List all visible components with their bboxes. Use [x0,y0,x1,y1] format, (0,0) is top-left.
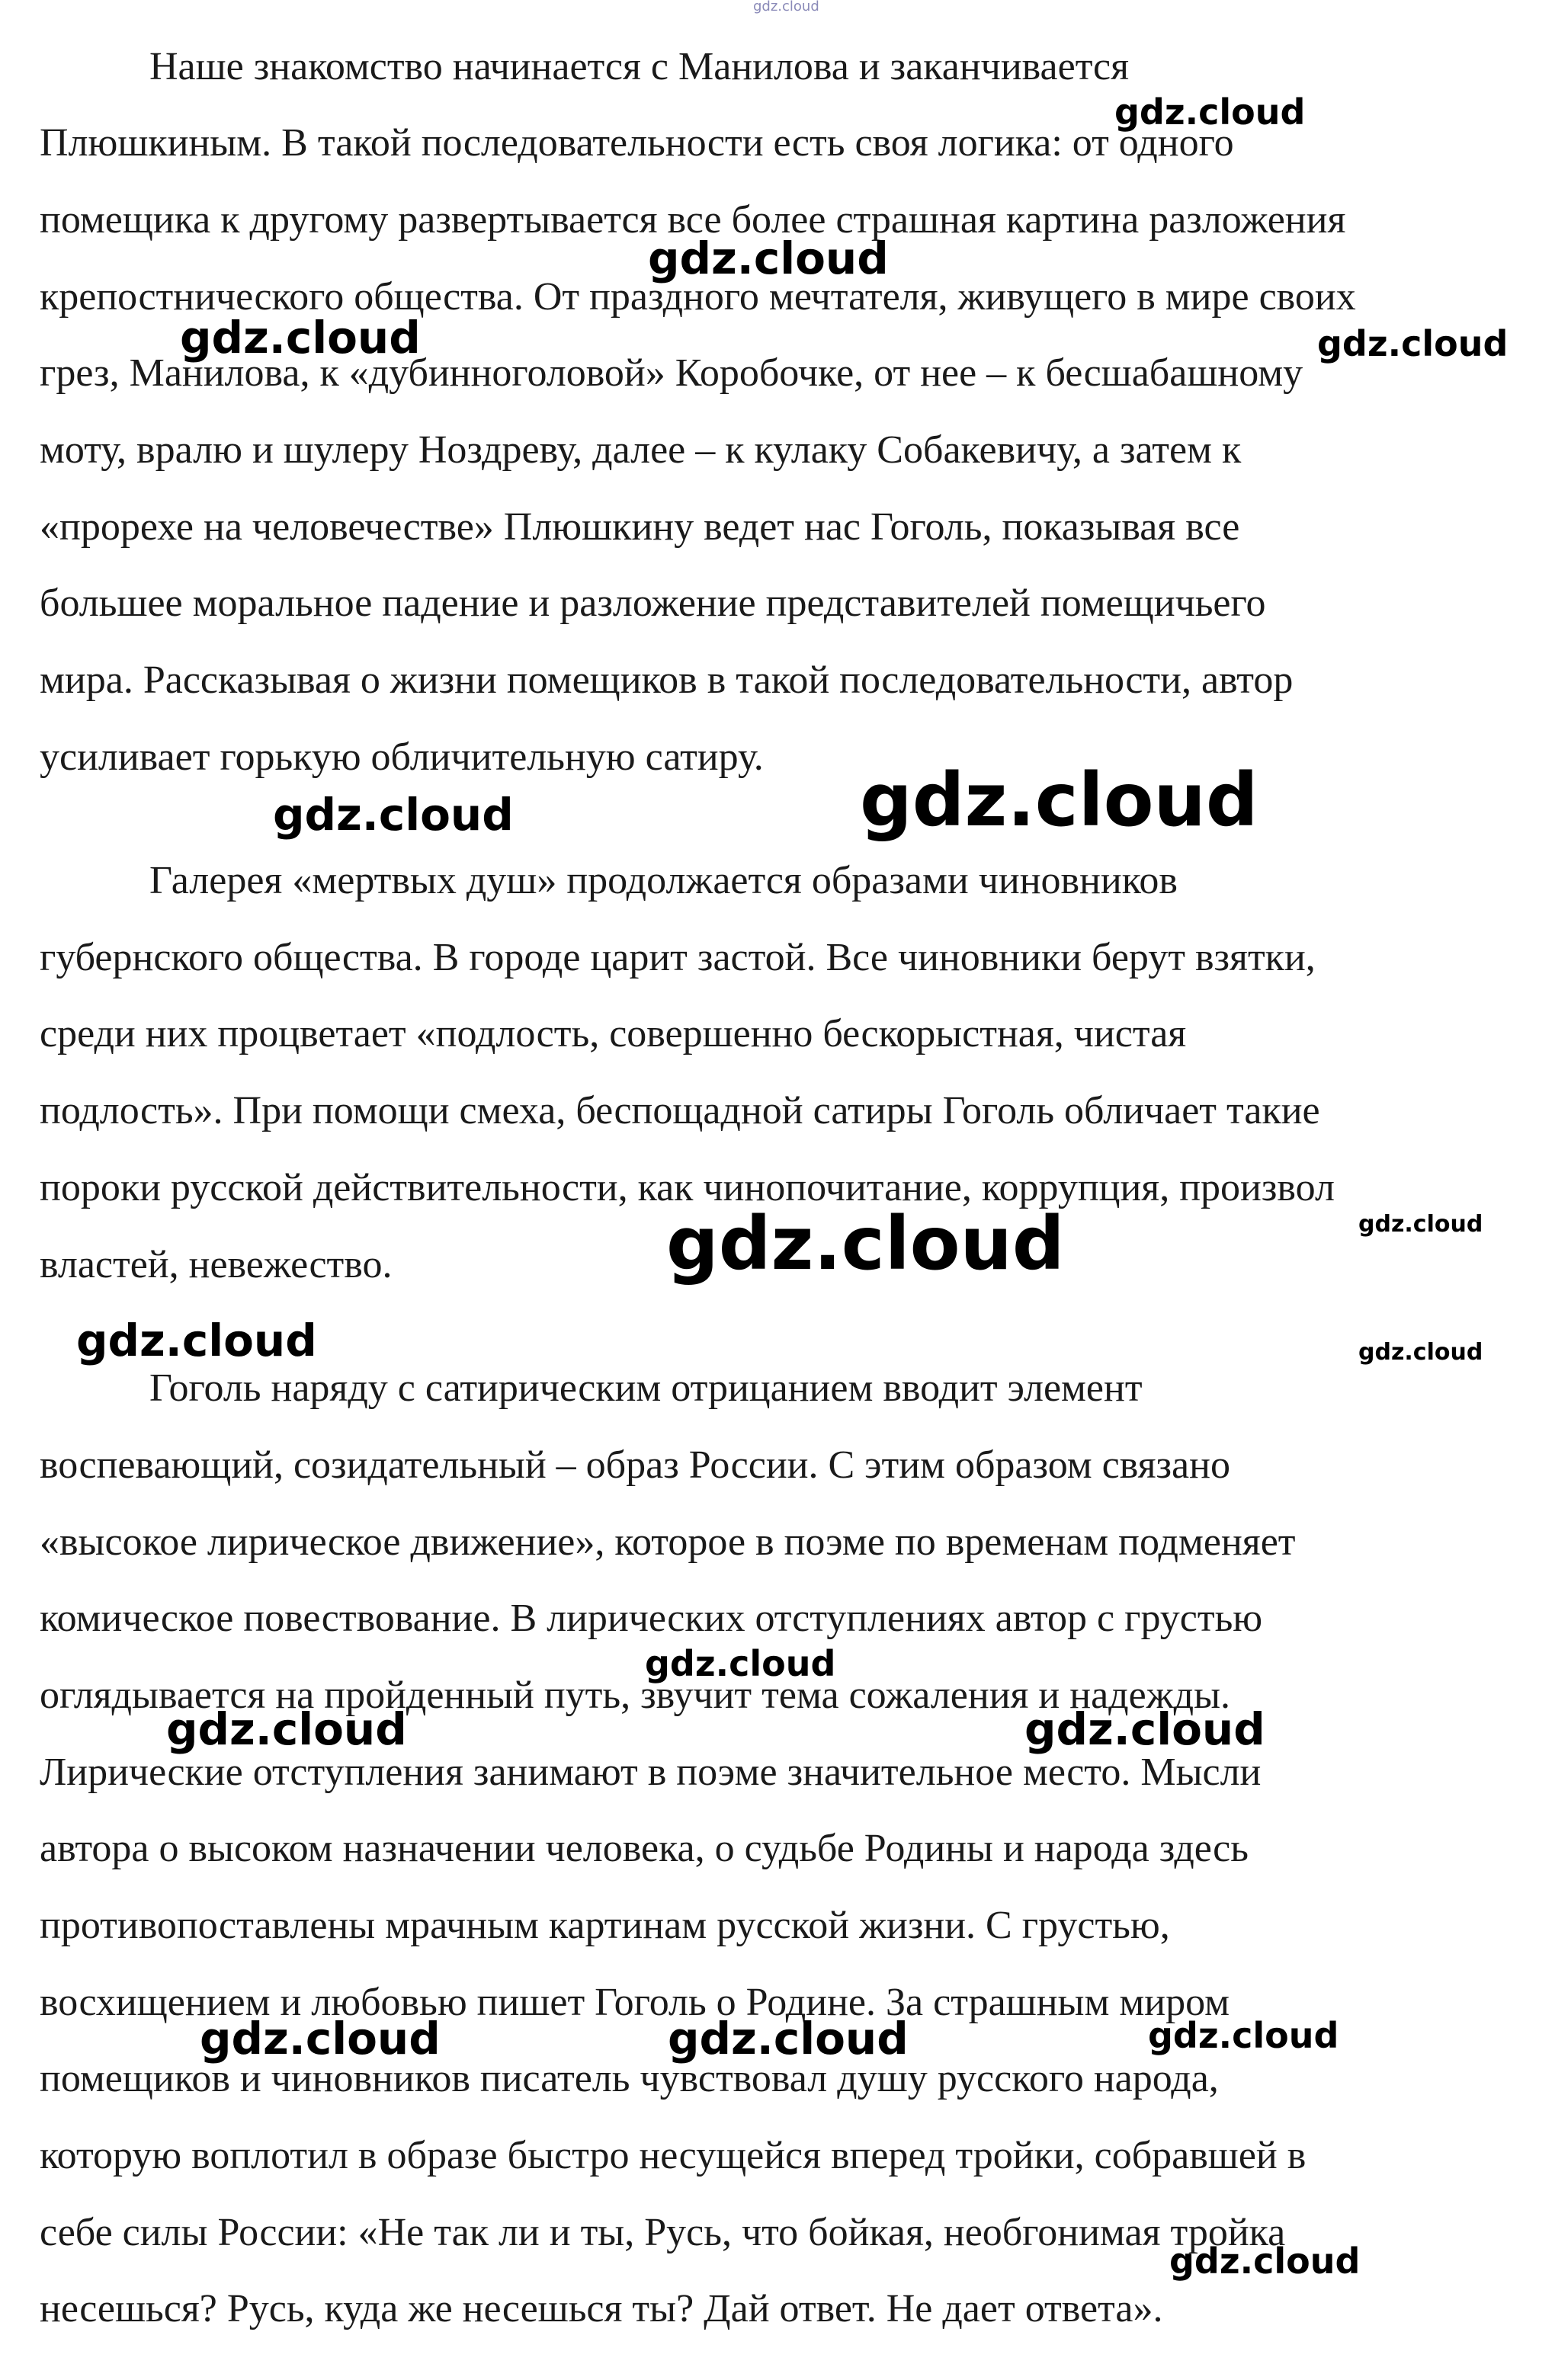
watermark: gdz.cloud [668,2013,909,2064]
watermark: gdz.cloud [648,232,889,284]
text-line: «высокое лирическое движение», которое в поэме по временам подменяет [40,1520,1296,1564]
text-line: усиливает горькую обличительную сатиру. [40,735,764,779]
text-line: себе силы России: «Не так ли и ты, Русь, что бойкая, необгонимая тройка [40,2211,1286,2254]
watermark: gdz.cloud [200,2013,441,2064]
watermark: gdz.cloud [273,789,514,841]
text-line: комическое повествование. В лирических отступлениях автор с грустью [40,1597,1263,1640]
text-line: оглядывается на пройденный путь, звучит тема сожаления и надежды. [40,1674,1231,1717]
text-line: противопоставлены мрачным картинам русской жизни. С грустью, [40,1904,1170,1947]
text-line: Галерея «мертвых душ» продолжается образами чиновников [149,859,1178,902]
text-line: помещика к другому развертывается все более страшная картина разложения [40,198,1346,242]
text-line: среди них процветает «подлость, совершенно бескорыстная, чистая [40,1012,1187,1055]
watermark: gdz.cloud [1317,323,1509,364]
watermark: gdz.cloud [1358,1211,1483,1238]
text-line: которую воплотил в образе быстро несущейся вперед тройки, собравшей в [40,2134,1307,2177]
text-line: несешься? Русь, куда же несешься ты? Дай ответ. Не дает ответа». [40,2287,1163,2330]
text-line: властей, невежество. [40,1243,393,1286]
text-line: помещиков и чиновников писатель чувствовал душу русского народа, [40,2057,1219,2100]
watermark: gdz.cloud [753,0,819,14]
text-line: пороки русской действительности, как чинопочитание, коррупция, произвол [40,1166,1335,1209]
text-line: Гоголь наряду с сатирическим отрицанием вводит элемент [149,1366,1143,1410]
text-line: Наше знакомство начинается с Манилова и заканчивается [149,45,1130,88]
text-line: грез, Манилова, к «дубинноголовой» Коробочке, от нее – к бесшабашному [40,351,1303,395]
watermark: gdz.cloud [180,312,421,364]
text-line: воспевающий, созидательный – образ России. С этим образом связано [40,1443,1230,1487]
text-line: губернского общества. В городе царит застой. Все чиновники берут взятки, [40,936,1316,979]
text-line: большее моральное падение и разложение представителей помещичьего [40,581,1266,625]
watermark: gdz.cloud [1358,1339,1483,1366]
text-line: крепостнического общества. От праздного мечтателя, живущего в мире своих [40,275,1356,319]
watermark: gdz.cloud [645,1643,836,1684]
watermark: gdz.cloud [860,758,1258,843]
watermark: gdz.cloud [1169,2241,1361,2282]
text-line: мира. Рассказывая о жизни помещиков в такой последовательности, автор [40,658,1294,702]
text-line: подлость». При помощи смеха, беспощадной сатиры Гоголь обличает такие [40,1089,1320,1132]
watermark: gdz.cloud [666,1201,1065,1286]
text-line: восхищением и любовью пишет Гоголь о Родине. За страшным миром [40,1981,1230,2024]
watermark: gdz.cloud [166,1703,407,1755]
text-line: автора о высоком назначении человека, о судьбе Родины и народа здесь [40,1827,1249,1870]
watermark: gdz.cloud [1148,2015,1339,2056]
text-line: Лирические отступления занимают в поэме значительное место. Мысли [40,1751,1262,1794]
text-line: Плюшкиным. В такой последовательности есть своя логика: от одного [40,121,1234,165]
text-line: «прорехе на человечестве» Плюшкину ведет нас Гоголь, показывая все [40,505,1240,549]
text-line: моту, вралю и шулеру Ноздреву, далее – к кулаку Собакевичу, а затем к [40,428,1242,472]
watermark: gdz.cloud [76,1315,317,1366]
watermark: gdz.cloud [1024,1703,1265,1755]
watermark: gdz.cloud [1114,91,1306,133]
